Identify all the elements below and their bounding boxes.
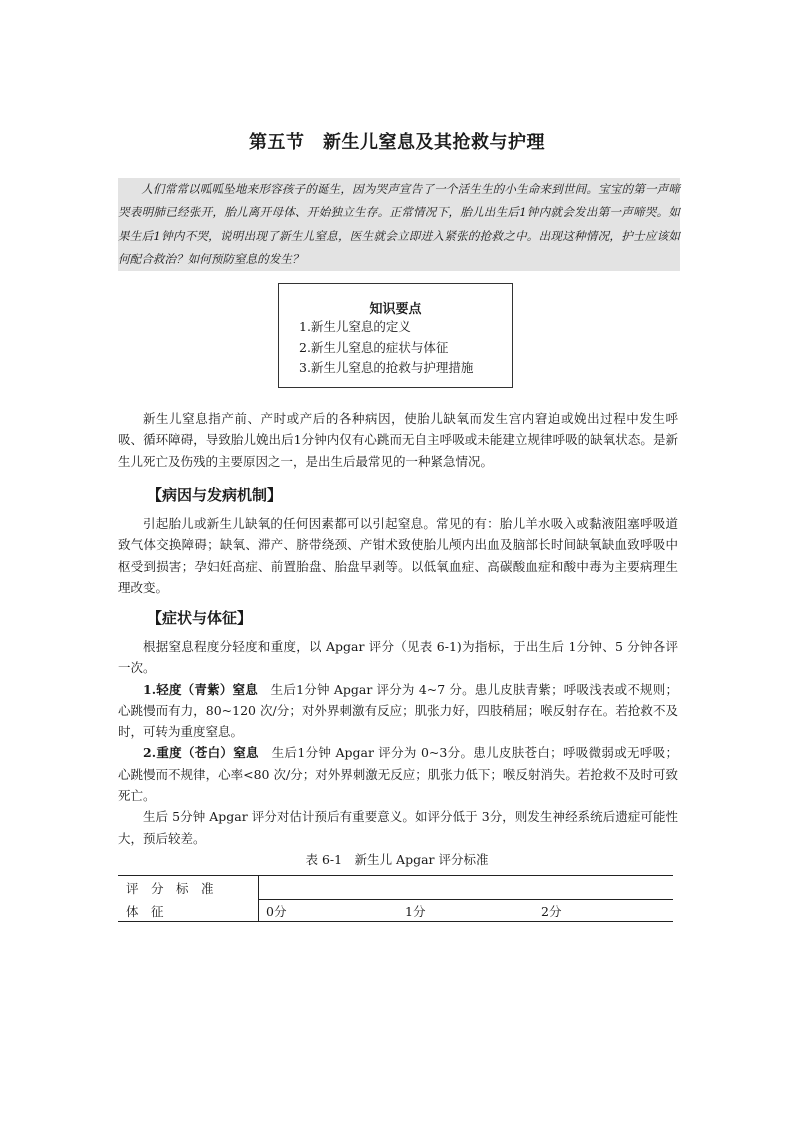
table-header-criteria: 评 分 标 准: [126, 881, 214, 896]
symptoms-block: [118, 636, 678, 849]
table-caption: 表 6-1 新生儿 Apgar 评分标准: [305, 852, 489, 867]
heading-symptoms: 【症状与体征】: [147, 609, 253, 627]
mild-asphyxia-text: 生后1分钟 Apgar 评分为 4~7 分。患儿皮肤青紫；呼吸浅表或不规则；心跳慢而有力，80~120 次/分；对外界刺激有反应；肌张力好，四肢稍屈；喉反射存在。若抢救不及时，可转为重度窒息。: [118, 681, 678, 740]
knowledge-point-item: 3.新生儿窒息的抢救与护理措施: [299, 360, 474, 375]
severe-asphyxia-label: 2.重度（苍白）窒息: [143, 745, 259, 761]
table-header-sign: 体 征: [126, 904, 164, 919]
table-col-header: 0分: [266, 904, 287, 919]
table-col-header: 1分: [405, 904, 426, 919]
knowledge-point-item: 2.新生儿窒息的症状与体征: [299, 339, 449, 355]
apgar-table: [118, 875, 673, 922]
knowledge-point-item: 1.新生儿窒息的定义: [299, 319, 411, 334]
table-col-header: 2分: [541, 904, 562, 919]
knowledge-points-title: 知识要点: [369, 302, 422, 317]
intro-paragraph: 人们常常以呱呱坠地来形容孩子的诞生，因为哭声宣告了一个活生生的小生命来到世间。宝宝的第一声啼哭表明肺已经张开，胎儿离开母体、开始独立生存。正常情况下，胎儿出生后1钟内就会发出第一声啼哭。如果生后1钟内不哭，说明出现了新生儿窒息，医生就会立即进入紧张的抢救之中。出现这种情况，护士应该如何配合救治？如何预防窒息的发生？: [118, 178, 680, 271]
definition-paragraph: 新生儿窒息指产前、产时或产后的各种病因，使胎儿缺氧而发生宫内窘迫或娩出过程中发生呼吸、循环障碍，导致胎儿娩出后1分钟内仅有心跳而无自主呼吸或未能建立规律呼吸的缺氧状态。是新生儿死亡及伤残的主要原因之一，是出生后最常见的一种紧急情况。: [118, 411, 678, 469]
severe-asphyxia-paragraph: [118, 742, 678, 806]
five-minute-score-paragraph: 生后 5分钟 Apgar 评分对估计预后有重要意义。如评分低于 3分，则发生神经系统后遗症可能性大，预后较差。: [118, 809, 678, 846]
knowledge-points-box: [278, 283, 513, 388]
mild-asphyxia-paragraph: [118, 679, 678, 743]
mild-asphyxia-label: 1.轻度（青紫）窒息: [143, 681, 258, 697]
table-divider: [258, 899, 673, 900]
symptoms-intro: 根据窒息程度分轻度和重度，以 Apgar 评分（见表 6-1)为指标，于出生后 1分钟、5 分钟各评一次。: [118, 639, 678, 676]
etiology-paragraph: 引起胎儿或新生儿缺氧的任何因素都可以引起窒息。常见的有：胎儿羊水吸入或黏液阻塞呼吸道致气体交换障碍；缺氧、滞产、脐带绕颈、产钳术致使胎儿颅内出血及脑部长时间缺氧缺血致呼吸中枢受到损害；孕妇妊高症、前置胎盘、胎盘早剥等。以低氧血症、高碳酸血症和酸中毒为主要病理生理改变。: [118, 516, 678, 595]
severe-asphyxia-text: 生后1分钟 Apgar 评分为 0~3分。患儿皮肤苍白；呼吸微弱或无呼吸；心跳慢而不规律，心率<80 次/分；对外界刺激无反应；肌张力低下；喉反射消失。若抢救不及时可致死亡。: [118, 745, 678, 804]
section-title: 第五节 新生儿窒息及其抢救与护理: [249, 132, 545, 153]
heading-etiology: 【病因与发病机制】: [147, 486, 283, 504]
